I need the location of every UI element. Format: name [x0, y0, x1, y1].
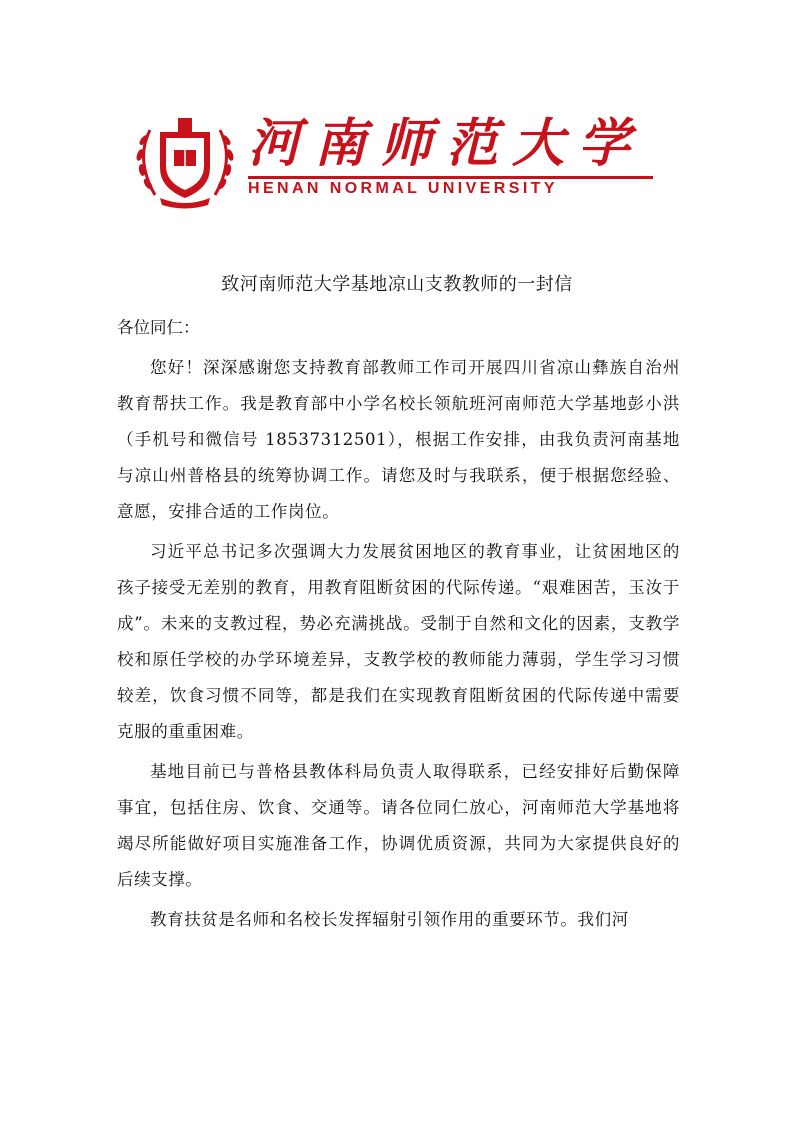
university-name-english: HENAN NORMAL UNIVERSITY — [248, 180, 558, 197]
university-header — [130, 110, 670, 210]
paragraph-4: 教育扶贫是名师和名校长发挥辐射引领作用的重要环节。我们河 — [150, 910, 629, 929]
letter-body — [117, 350, 680, 942]
paragraph-1: 您好！深深感谢您支持教育部教师工作司开展四川省凉山彝族自治州教育帮扶工作。我是教育部中小学名校长领航班河南师范大学基地彭小洪（手机号和微信号 18537312501），根据工作安排，由我负责河南基地与凉山州普格县的统筹协调工作。请您及时与我联系，便于根据您经验、意愿，安排合适的工作岗位。 — [117, 358, 680, 521]
university-emblem-icon — [130, 110, 240, 210]
university-wordmark — [248, 110, 668, 210]
paragraph-2: 习近平总书记多次强调大力发展贫困地区的教育事业，让贫困地区的孩子接受无差别的教育，用教育阻断贫困的代际传递。“艰难困苦，玉汝于成”。未来的支教过程，势必充满挑战。受制于自然和文化的因素，支教学校和原任学校的办学环境差异，支教学校的教师能力薄弱，学生学习习惯较差，饮食习惯不同等，都是我们在实现教育阻断贫困的代际传递中需要克服的重重困难。 — [117, 542, 680, 741]
wordmark-divider — [248, 176, 653, 179]
paragraph-3: 基地目前已与普格县教体科局负责人取得联系，已经安排好后勤保障事宜，包括住房、饮食、交通等。请各位同仁放心，河南师范大学基地将竭尽所能做好项目实施准备工作，协调优质资源，共同为大家提供良好的后续支撑。 — [117, 762, 680, 889]
university-name-chinese: 河南师范大学 — [248, 113, 645, 174]
letter-title: 致河南师范大学基地凉山支教教师的一封信 — [221, 274, 573, 295]
letter-greeting: 各位同仁： — [117, 318, 200, 337]
